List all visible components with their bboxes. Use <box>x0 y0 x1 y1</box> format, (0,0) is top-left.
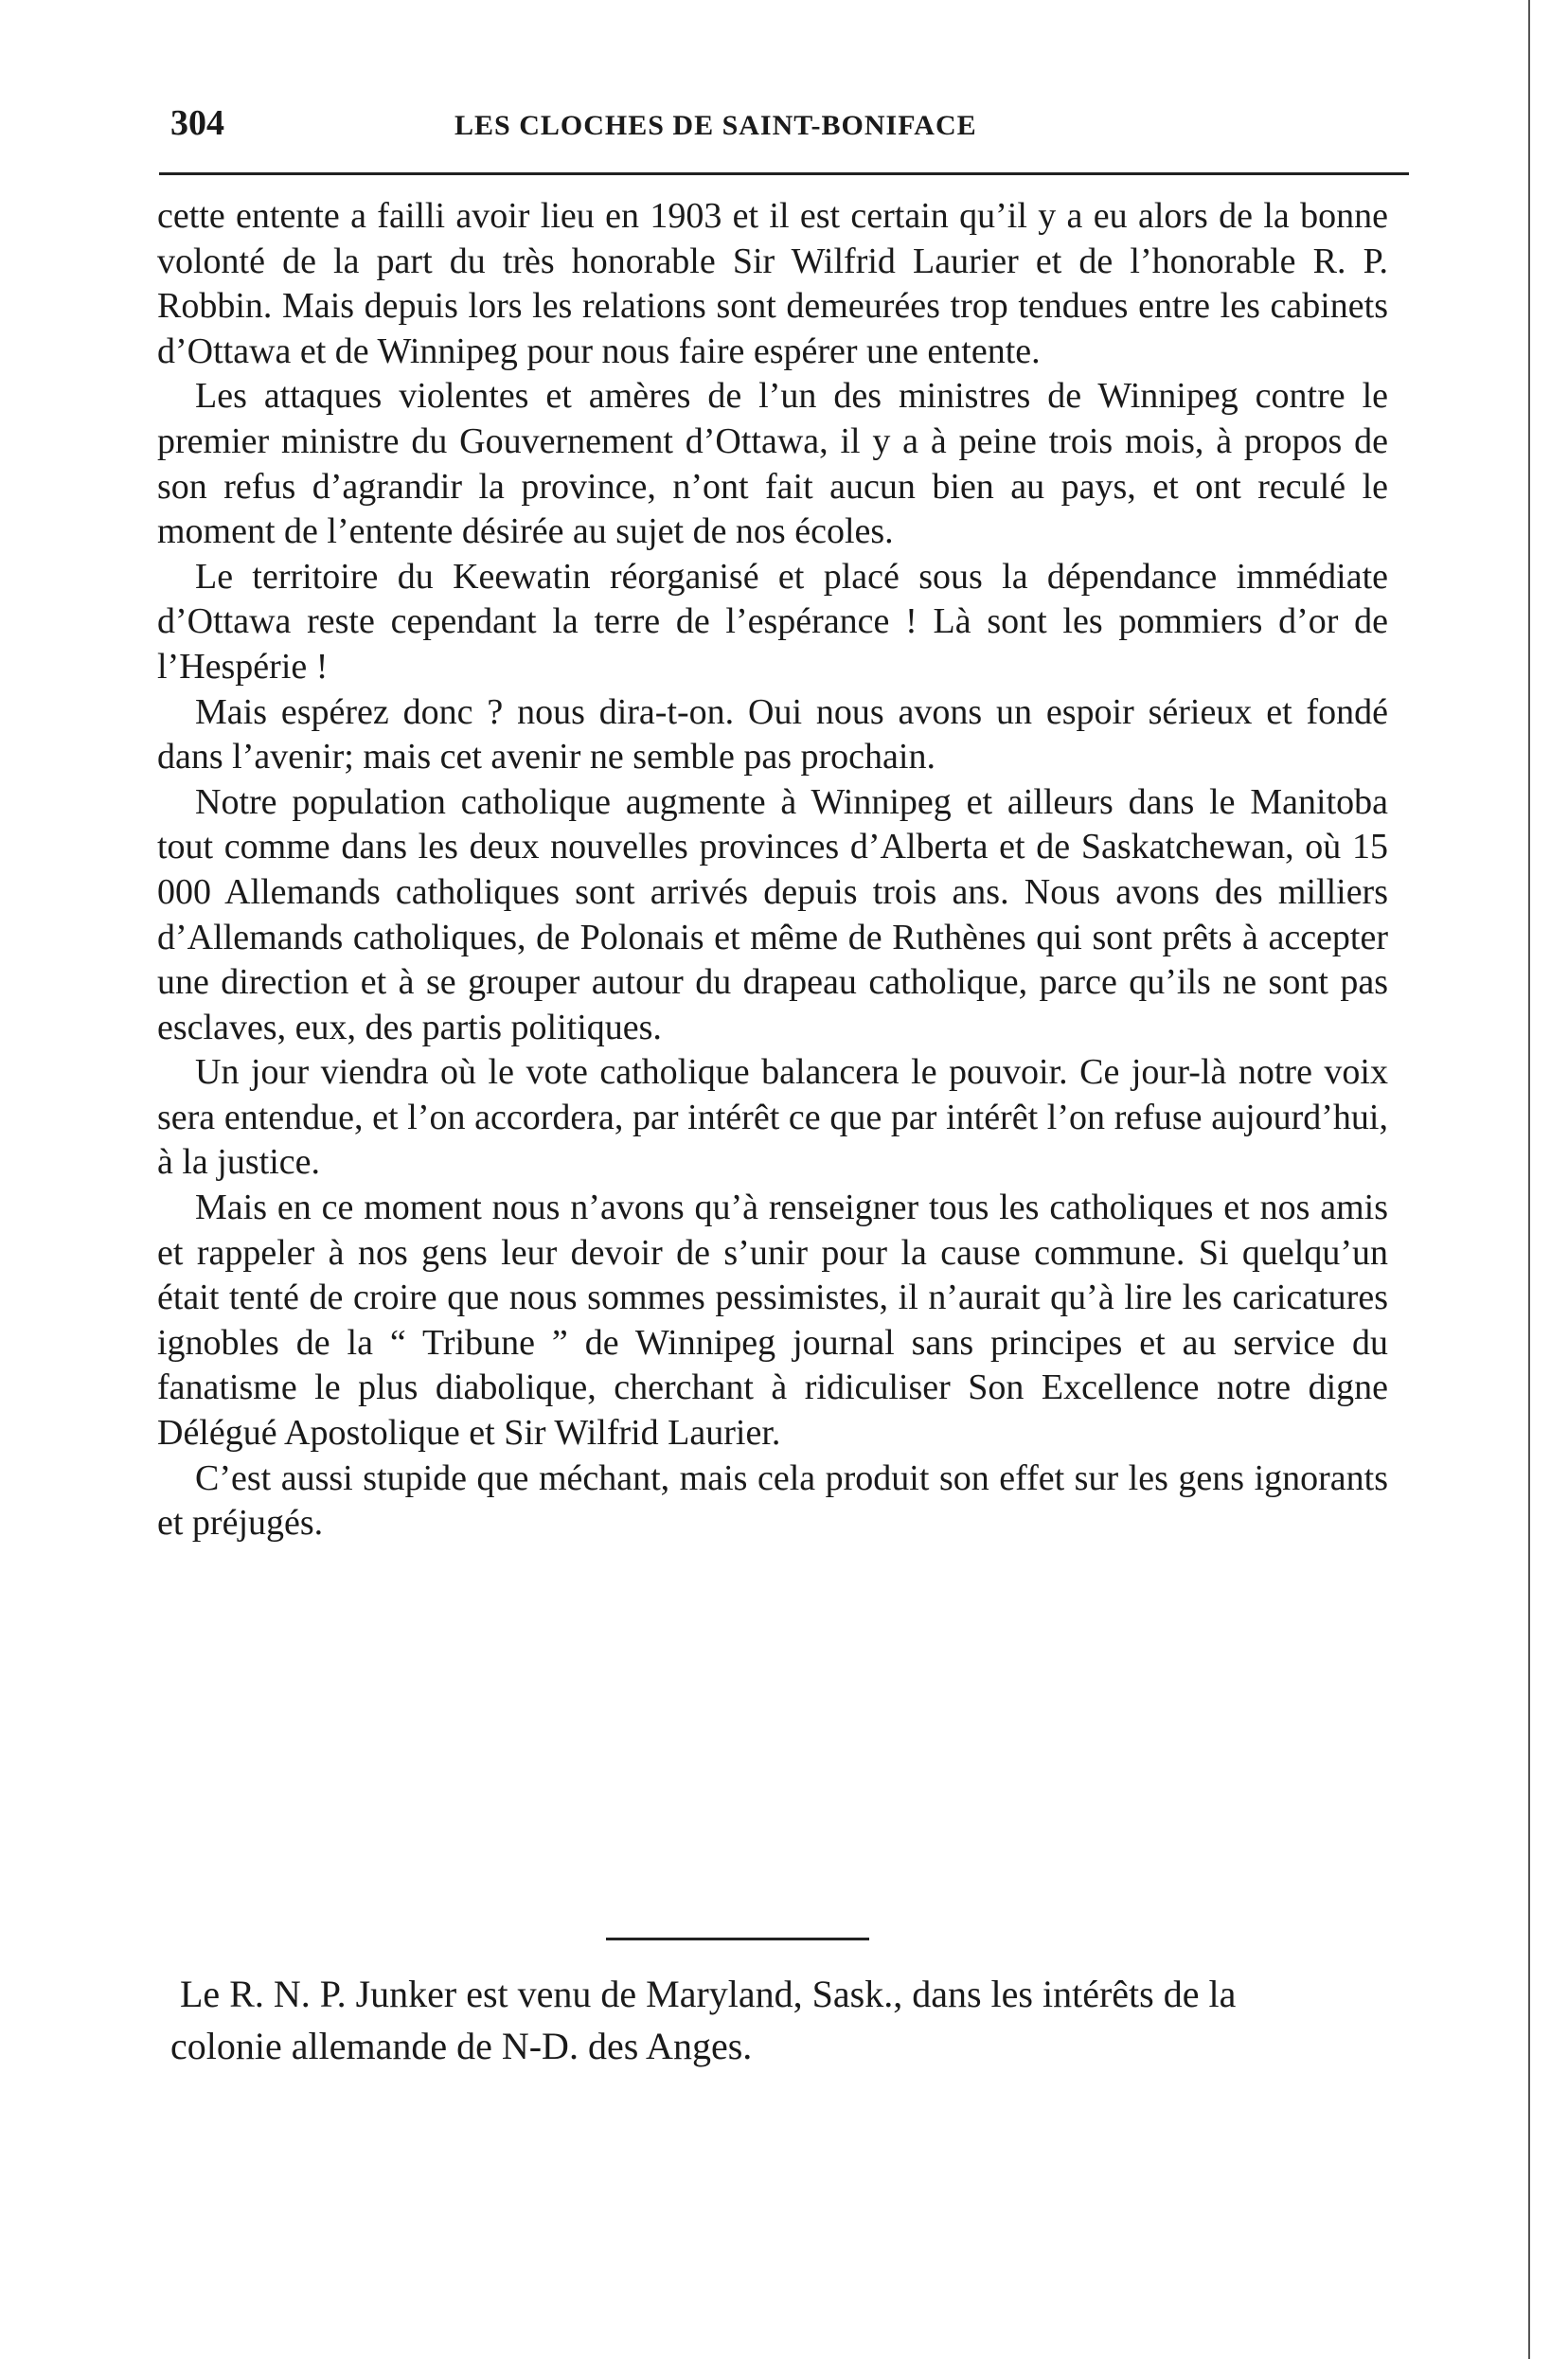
paragraph: Les attaques violentes et amères de l’un des ministres de Winnipeg contre le premier ministre du Gouvernement d’Ottawa, il y a à peine trois mois, à propos de son refus d’agrandir la province, n’ont fait aucun bien au pays, et ont reculé le moment de l’entente désirée au sujet de nos écoles. <box>157 376 1388 552</box>
paragraph: C’est aussi stupide que méchant, mais cela produit son effet sur les gens ignorants et préjugés. <box>157 1457 1388 1544</box>
header-rule <box>159 172 1409 175</box>
section-separator <box>606 1938 869 1940</box>
paragraph: Le territoire du Keewatin réorganisé et placé sous la dépendance immédiate d’Ottawa reste cependant la terre de l’espérance ! Là sont les pommiers d’or de l’Hespérie ! <box>157 556 1388 687</box>
page-edge <box>1528 0 1530 2359</box>
paragraph: cette entente a failli avoir lieu en 1903 et il est certain qu’il y a eu alors de la bonne volonté de la part du très honorable Sir Wilfrid Laurier et de l’honorable R. P. Robbin. Mais depuis lors les relations sont demeurées trop tendues entre les cabinets d’Ottawa et de Winnipeg pour nous faire espérer une entente. <box>157 196 1388 371</box>
page-number: 304 <box>170 103 224 143</box>
body-text <box>157 194 1388 1546</box>
paragraph: Mais en ce moment nous n’avons qu’à renseigner tous les catholiques et nos amis et rappeler à nos gens leur devoir de s’unir pour la cause commune. Si quelqu’un était tenté de croire que nous sommes pessimistes, il n’aurait qu’à lire les caricatures ignobles de la “ Tribune ” de Winnipeg journal sans principes et au service du fanatisme le plus diabolique, cherchant à ridiculiser Son Excellence notre digne Délégué Apostolique et Sir Wilfrid Laurier. <box>157 1188 1388 1454</box>
paragraph: Notre population catholique augmente à Winnipeg et ailleurs dans le Manitoba tout comme dans les deux nouvelles provinces d’Alberta et de Saskatchewan, où 15 000 Allemands catholiques sont arrivés depuis trois ans. Nous avons des milliers d’Allemands catholiques, de Polonais et même de Ruthènes qui sont prêts à accepter une direction et à se grouper autour du drapeau catholique, parce qu’ils ne sont pas esclaves, eux, des partis politiques. <box>157 781 1388 1047</box>
paragraph: Mais espérez donc ? nous dira-t-on. Oui nous avons un espoir sérieux et fondé dans l’avenir; mais cet avenir ne semble pas prochain. <box>157 691 1388 777</box>
page-header <box>170 102 1411 150</box>
running-title: LES CLOCHES DE SAINT-BONIFACE <box>454 110 977 141</box>
closing-note: Le R. N. P. Junker est venu de Maryland, Sask., dans les intérêts de la colonie allemande de N-D. des Anges. <box>170 1973 1237 2067</box>
paragraph: Un jour viendra où le vote catholique balancera le pouvoir. Ce jour-là notre voix sera entendue, et l’on accordera, par intérêt ce que par intérêt l’on refuse aujourd’hui, à la justice. <box>157 1052 1388 1183</box>
